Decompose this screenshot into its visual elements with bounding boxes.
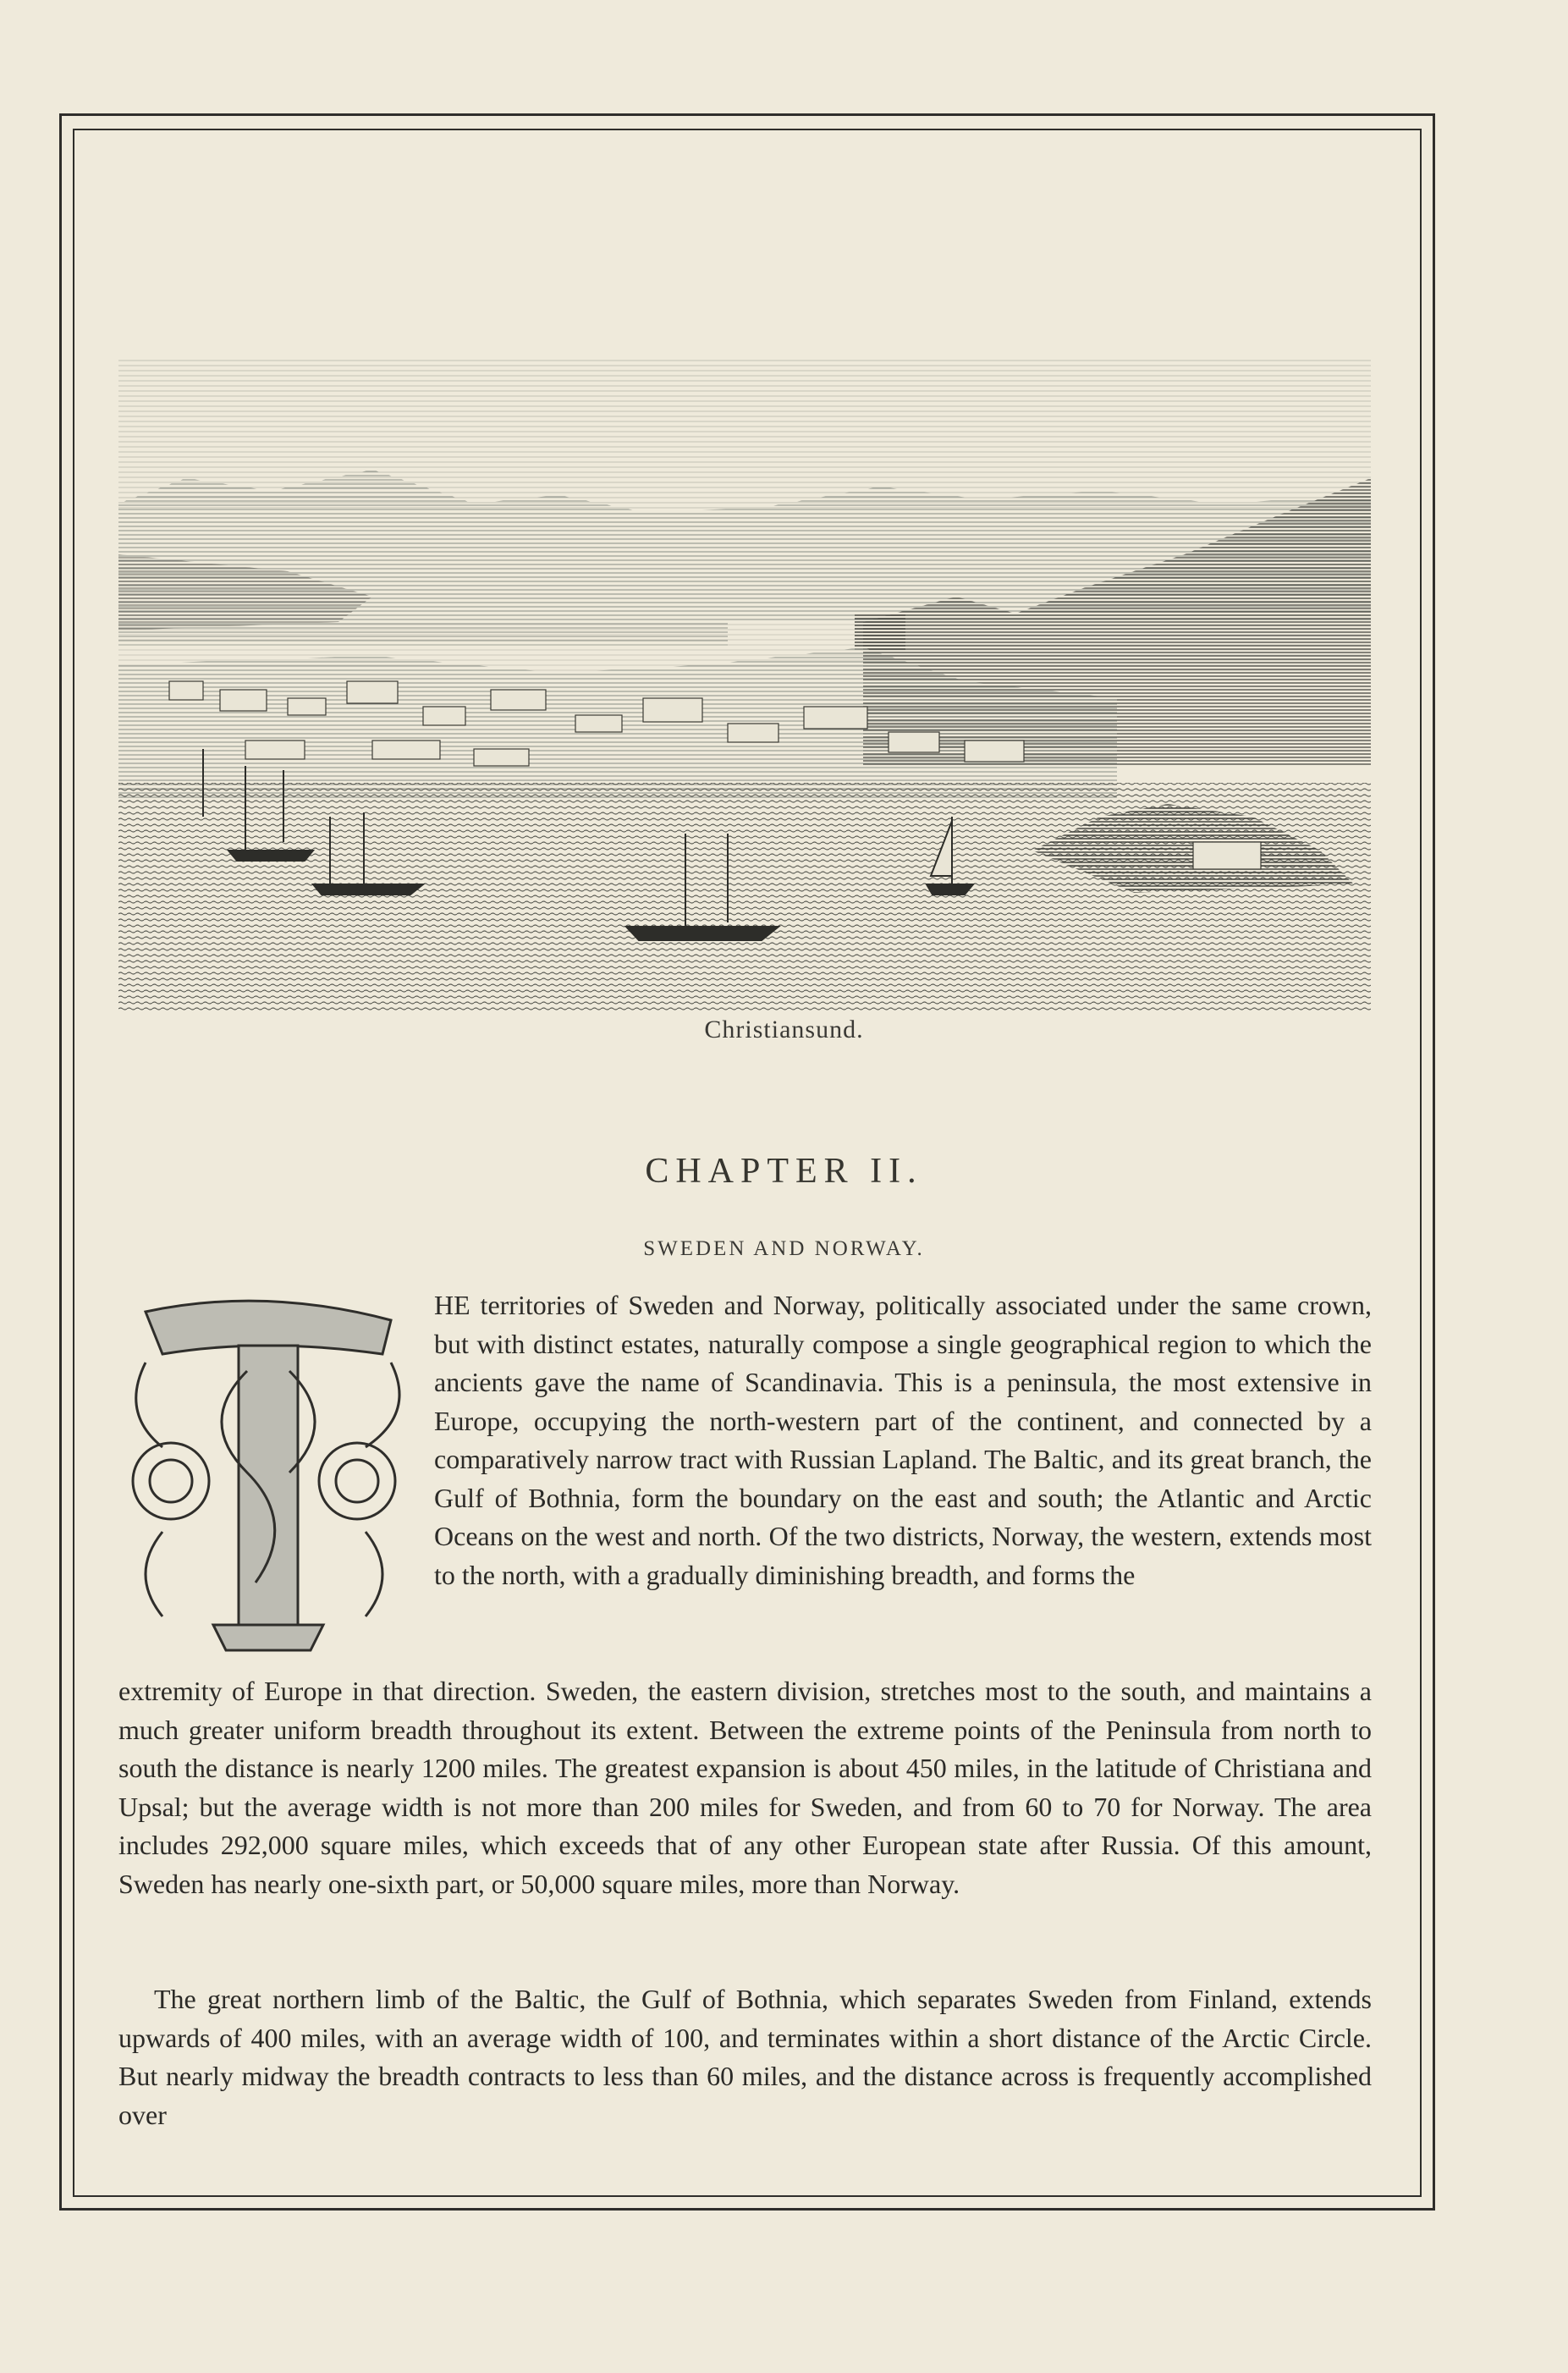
chapter-subtitle: SWEDEN AND NORWAY. <box>643 1237 925 1260</box>
christiansund-engraving <box>118 343 1371 1011</box>
illustration-caption: Christiansund. <box>704 1016 864 1043</box>
paragraph-2: The great northern limb of the Baltic, the Gulf of Bothnia, which separates Sweden from Finland, extends upwards of 400 miles, with an average width of 100, and terminates within a short distance of the Arctic Circle. But nearly midway the breadth contracts to less than 60 miles, and the distance across is frequently accomplished over <box>118 1984 1372 2130</box>
paragraph-1-opening: HE territories of Sweden and Norway, politically associated under the same crown, but with distinct estates, naturally compose a single geographical region to which the ancients gave the name of Scandinavia. This is a peninsula, the most extensive in Europe, occupying the north-western part of the continent, and connected by a comparatively narrow tract with Russian Lapland. The Baltic, and its great branch, the Gulf of Bothnia, form the boundary on the east and south; the Atlantic and Arctic Oceans on the west and north. Of the two districts, Norway, the western, extends most to the north, with a gradually diminishing breadth, and forms the <box>434 1290 1372 1590</box>
ornamental-initial-letter <box>112 1278 416 1667</box>
paragraph-1-continuation: extremity of Europe in that direction. Sweden, the eastern division, stretches most to the south, and maintains a much greater uniform breadth throughout its extent. Between the extreme points of the Peninsula from north to south the distance is nearly 1200 miles. The greatest expansion is about 450 miles, in the latitude of Christiana and Upsal; but the average width is not more than 200 miles for Sweden, and from 60 to 70 for Norway. The area includes 292,000 square miles, which exceeds that of any other European state after Russia. Of this amount, Sweden has nearly one-sixth part, or 50,000 square miles, more than Norway. <box>118 1676 1372 1899</box>
chapter-heading: CHAPTER II. <box>645 1152 923 1191</box>
